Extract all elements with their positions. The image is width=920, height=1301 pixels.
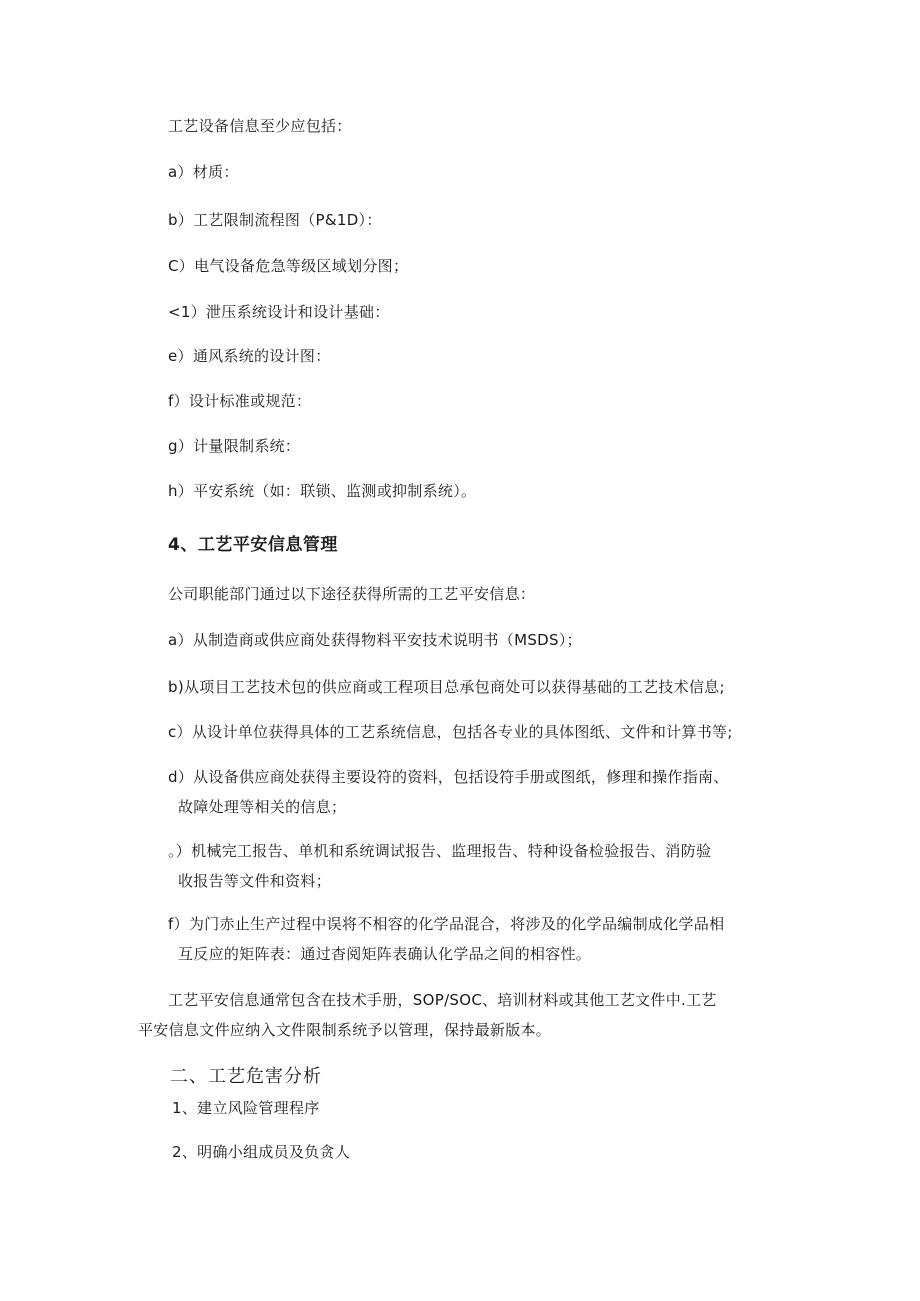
- list-item-h-safety-system: h）平安系统（如：联锁、监测或抑制系统）。: [168, 482, 477, 500]
- source-item-e-line2: 收报告等文件和资料；: [178, 872, 332, 890]
- source-item-d-line2: 故障处理等相关的信息；: [178, 798, 347, 816]
- section-heading-4: 4、工艺平安信息管理: [168, 535, 338, 555]
- source-item-f-line2: 互反应的矩阵表：通过杳阅矩阵表确认化学品之间的相容性。: [178, 945, 592, 963]
- source-item-b: b)从项目工艺技术包的供应商或工程项目总承包商处可以获得基础的工艺技术信息;: [168, 678, 725, 696]
- part2-item-1: 1、建立风险管理程序: [172, 1099, 320, 1117]
- source-item-f-line1: f）为门赤止生产过程中误将不相容的化学品混合，将涉及的化学品编制成化学品相: [168, 915, 725, 933]
- source-item-a: a）从制造商或供应商处获得物料平安技术说明书（MSDS）；: [168, 631, 582, 649]
- paragraph-line2: 平安信息文件应纳入文件限制系统予以管理，保持最新版本。: [138, 1021, 552, 1039]
- list-item-c-hazard-area: C）电气设备危急等级区域划分图；: [168, 257, 409, 275]
- list-item-d-relief-system: <1）泄压系统设计和设计基础：: [168, 303, 390, 321]
- part2-item-2: 2、明确小组成员及负贪人: [172, 1143, 351, 1161]
- list-item-f-standards: f）设计标准或规范：: [168, 392, 312, 410]
- info-sources-intro: 公司职能部门通过以下途径获得所需的工艺平安信息：: [168, 585, 536, 603]
- part-heading-hazard-analysis: 二、工艺危害分析: [170, 1066, 322, 1087]
- equipment-info-intro: 工艺设备信息至少应包括：: [168, 117, 352, 135]
- list-item-b-pid: b）工艺限制流程图（P&1D）：: [168, 211, 382, 229]
- paragraph-line1: 工艺平安信息通常包含在技术手册，SOP/SOC、培训材料或其他工艺文件中.工艺: [168, 991, 717, 1009]
- source-item-c: c）从设计单位获得具体的工艺系统信息，包括各专业的具体图纸、文件和计算书等;: [168, 723, 733, 741]
- list-item-a-material: a）材质：: [168, 163, 239, 181]
- list-item-e-ventilation: e）通风系统的设计图：: [168, 347, 331, 365]
- list-item-g-metering: g）计量限制系统：: [168, 437, 301, 455]
- source-item-e-line1: 。）机械完工报告、单机和系统调试报告、监理报告、特种设备检验报告、消防验: [168, 842, 712, 860]
- source-item-d-line1: d）从设备供应商处获得主要设符的资料，包括设符手册或图纸，修理和操作指南、: [168, 768, 729, 786]
